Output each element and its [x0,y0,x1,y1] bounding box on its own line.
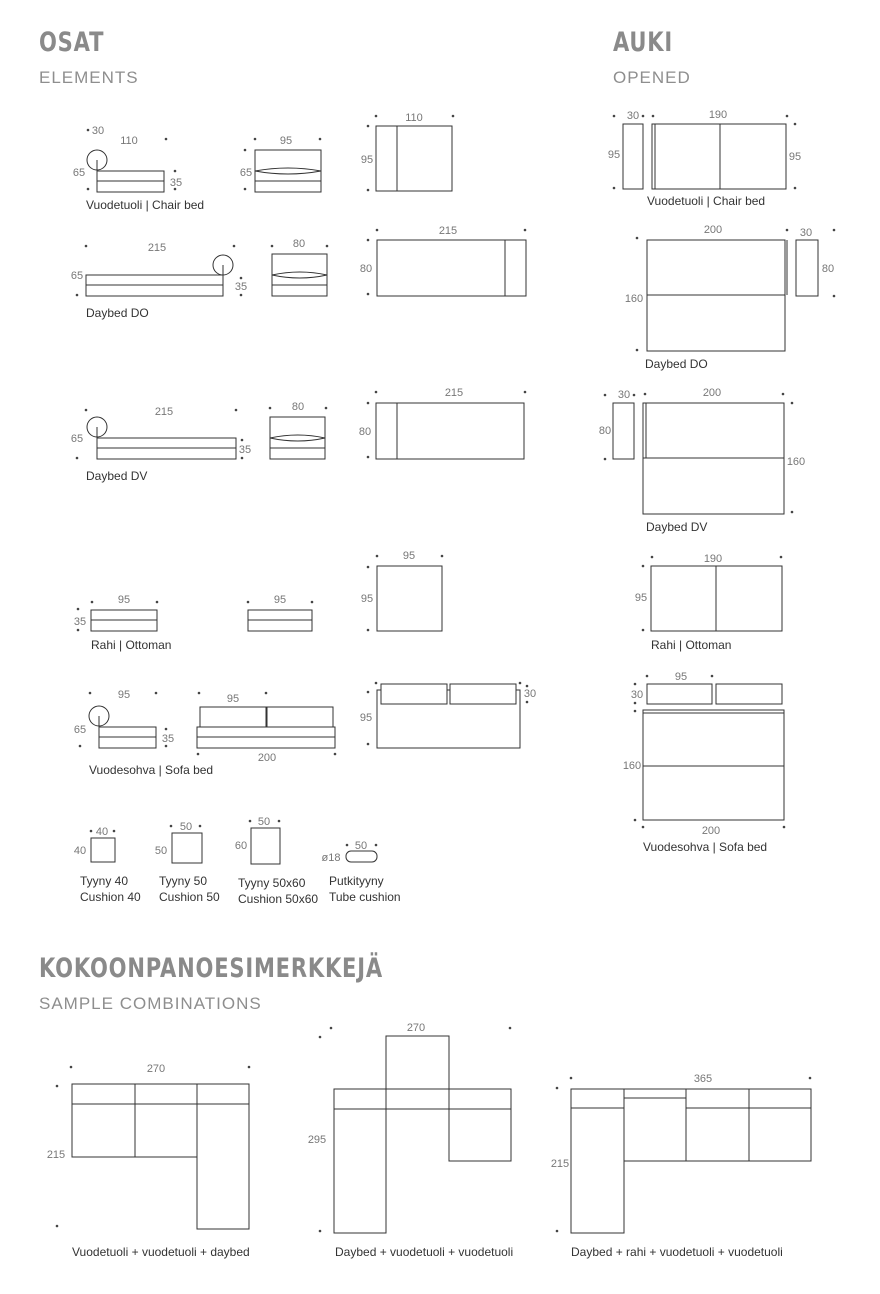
opened-daybed-do-width-dim: 200 [703,224,723,236]
element-ottoman [74,550,443,652]
ottoman-top [367,555,444,632]
sofa-bed-front-total-dim: 200 [257,752,277,764]
ottoman-height-dim: 35 [73,616,87,628]
opened-sofa-bed-depth-dim: 160 [622,760,642,772]
opened-chair-bed-width-dim: 190 [708,109,728,121]
sofa-bed-top [367,682,529,748]
opened-daybed-dv-caption: Daybed DV [646,520,708,534]
opened-daybed-do-arm-height-dim: 80 [821,263,835,275]
elements-title: OSAT [39,27,105,58]
cushion-50x60-label-en: Cushion 50x60 [238,892,319,906]
sample-2-depth-dim: 295 [307,1134,327,1146]
opened-daybed-dv-depth-dim: 160 [786,456,806,468]
sample-1-width-dim: 270 [146,1063,166,1075]
cushion-50-height-dim: 50 [154,845,168,857]
sofa-bed-top-depth-dim: 95 [359,712,373,724]
daybed-do-side-width-dim: 80 [292,238,306,250]
tube-cushion-label-fi: Putkityyny [329,874,384,888]
daybed-dv-side-width-dim: 80 [291,401,305,413]
chair-bed-caption: Vuodetuoli | Chair bed [86,198,205,212]
daybed-dv-caption: Daybed DV [86,469,148,483]
opened-title: AUKI [613,27,674,58]
opened-ottoman-depth-dim: 95 [634,592,648,604]
ottoman-caption: Rahi | Ottoman [91,638,172,652]
sofa-bed-width-dim: 95 [117,689,131,701]
sofa-bed-front-width-dim: 95 [226,693,240,705]
opened-daybed-dv [599,387,805,534]
daybed-dv-seat-dim: 35 [238,444,252,456]
tube-cushion [322,840,401,904]
sofa-bed-top-cushion-dim: 30 [523,688,537,700]
opened-chair-bed-arm-height-dim: 95 [607,149,621,161]
sofa-bed-caption: Vuodesohva | Sofa bed [89,763,214,777]
element-cushions [74,816,401,906]
opened-ottoman-caption: Rahi | Ottoman [651,638,732,652]
sample-2-caption: Daybed + vuodetuoli + vuodetuoli [335,1245,514,1259]
opened-daybed-do [625,224,835,371]
opened-daybed-dv-width-dim: 200 [702,387,722,399]
cushion-50x60-height-dim: 60 [234,840,248,852]
sample-2-width-dim: 270 [406,1022,426,1034]
daybed-do-caption: Daybed DO [86,306,149,320]
cushion-40-height-dim: 40 [73,845,87,857]
sample-3-caption: Daybed + rahi + vuodetuoli + vuodetuoli [571,1245,783,1259]
ottoman-side-width-dim: 95 [273,594,287,606]
sample-combination-3 [551,1073,811,1259]
opened-chair-bed-caption: Vuodetuoli | Chair bed [647,194,766,208]
cushion-50-label-fi: Tyyny 50 [159,874,208,888]
opened-daybed-do-caption: Daybed DO [645,357,708,371]
daybed-do-width-dim: 215 [147,242,167,254]
opened-sofa-bed-cushion-width-dim: 95 [674,671,688,683]
chair-bed-width-dim: 110 [120,135,138,147]
cushion-40-label-fi: Tyyny 40 [80,874,129,888]
chair-bed-top-depth-dim: 95 [360,154,374,166]
daybed-do-top [367,229,527,296]
daybed-do-side [271,245,329,296]
daybed-do-top-width-dim: 215 [438,225,458,237]
sofa-bed-front [197,692,337,756]
opened-daybed-do-arm-dim: 30 [799,227,813,239]
opened-ottoman-width-dim: 190 [703,553,723,565]
cushion-40-width-dim: 40 [95,826,109,838]
sample-3-width-dim: 365 [693,1073,713,1085]
chair-bed-top-width-dim: 110 [405,112,423,124]
cushion-50x60-width-dim: 50 [257,816,271,828]
tube-cushion-label-en: Tube cushion [329,890,401,904]
chair-bed-height-dim: 65 [72,167,86,179]
element-daybed-dv [71,387,526,483]
opened-chair-bed-depth-dim: 95 [788,151,802,163]
daybed-dv-side [269,407,328,459]
opened-sofa-bed-cushion-height-dim: 30 [630,689,644,701]
daybed-dv-top [367,391,527,459]
opened-daybed-dv-arm-height-dim: 80 [598,425,612,437]
cushion-40 [74,826,141,904]
opened-daybed-dv-arm-dim: 30 [617,389,631,401]
daybed-dv-top-width-dim: 215 [444,387,464,399]
cushion-50-label-en: Cushion 50 [159,890,220,904]
sofa-bed-seat-dim: 35 [161,733,175,745]
sample-combination-2 [308,1022,513,1259]
sample-1-caption: Vuodetuoli + vuodetuoli + daybed [72,1245,250,1259]
opened-sofa-bed-caption: Vuodesohva | Sofa bed [643,840,768,854]
chair-bed-side-height-dim: 65 [239,167,253,179]
chair-bed-side-width-dim: 95 [279,135,293,147]
daybed-dv-width-dim: 215 [154,406,174,418]
chair-bed-top [367,115,455,192]
cushion-40-label-en: Cushion 40 [80,890,141,904]
elements-subtitle: ELEMENTS [39,68,139,87]
opened-daybed-do-depth-dim: 160 [624,293,644,305]
element-chair-bed [73,112,454,212]
sample-combination-1 [47,1063,250,1259]
opened-chair-bed-arm-dim: 30 [626,110,640,122]
samples-title: KOKOONPANOESIMERKKEJÄ [39,953,383,984]
opened-ottoman [635,553,782,652]
samples-subtitle: SAMPLE COMBINATIONS [39,994,262,1013]
sample-1-depth-dim: 215 [46,1149,66,1161]
daybed-do-height-dim: 65 [70,270,84,282]
daybed-dv-height-dim: 65 [70,433,84,445]
tube-cushion-width-dim: 50 [354,840,368,852]
daybed-dv-top-depth-dim: 80 [358,426,372,438]
ottoman-top-depth-dim: 95 [360,593,374,605]
daybed-do-seat-dim: 35 [234,281,248,293]
cushion-50x60-label-fi: Tyyny 50x60 [238,876,306,890]
ottoman-top-width-dim: 95 [402,550,416,562]
opened-subtitle: OPENED [613,68,691,87]
element-sofa-bed [74,682,536,777]
opened-sofa-bed-width-dim: 200 [701,825,721,837]
daybed-do-top-depth-dim: 80 [359,263,373,275]
cushion-50 [155,821,220,904]
cushion-50x60 [235,816,319,906]
chair-bed-arm-dim: 30 [91,125,105,137]
element-daybed-do [71,225,526,320]
opened-chair-bed [608,109,801,208]
opened-sofa-bed [623,671,785,854]
sofa-bed-height-dim: 65 [73,724,87,736]
chair-bed-seat-dim: 35 [169,177,183,189]
sample-3-depth-dim: 215 [550,1158,570,1170]
cushion-50-width-dim: 50 [179,821,193,833]
ottoman-width-dim: 95 [117,594,131,606]
tube-cushion-diameter-dim: ø18 [321,852,341,864]
